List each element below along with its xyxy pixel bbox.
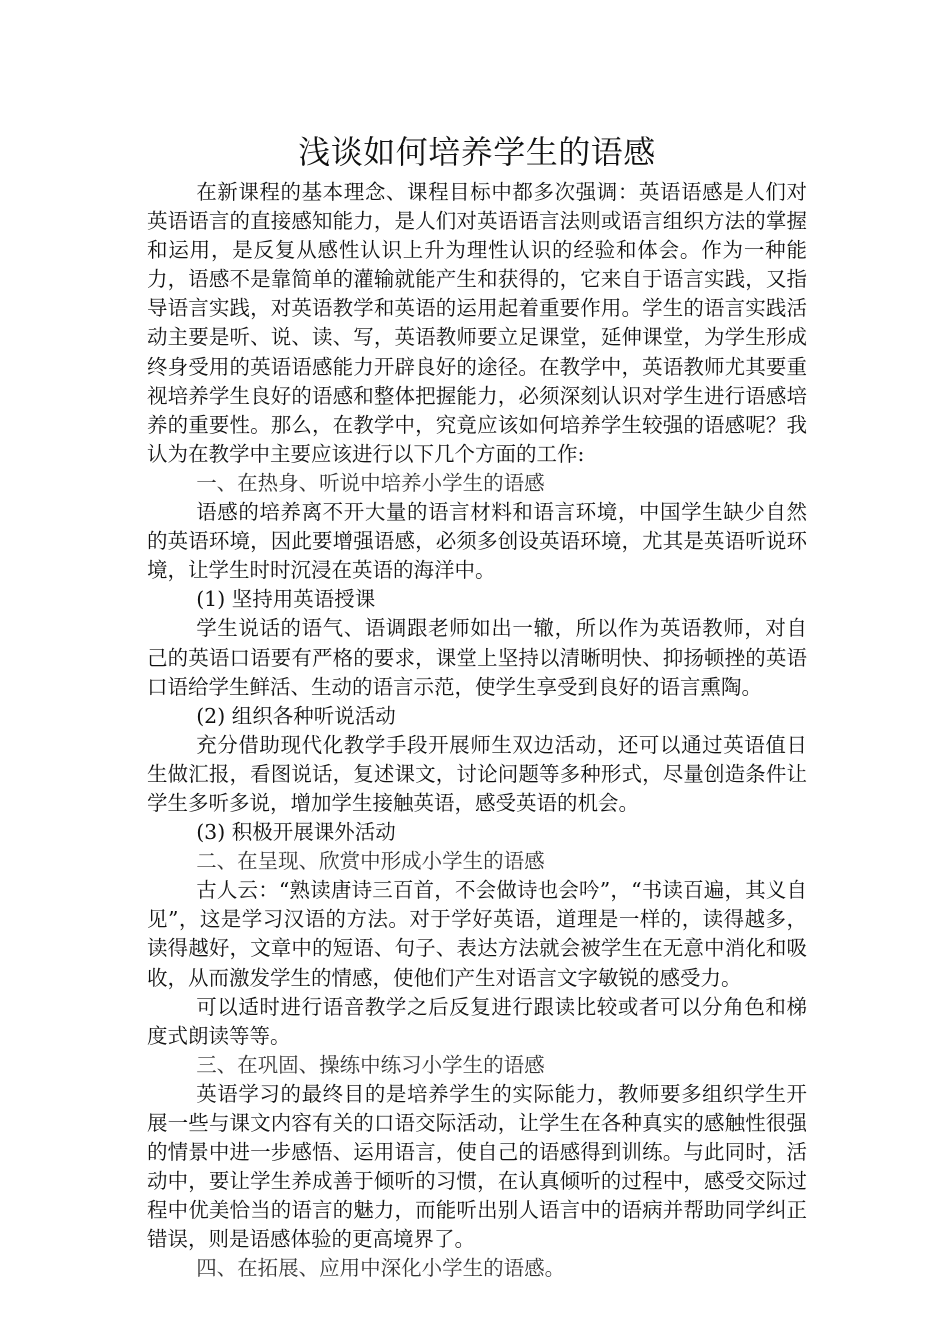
section-1-heading: 一、在热身、听说中培养小学生的语感: [196, 470, 545, 495]
intro-paragraph: 在新课程的基本理念、课程目标中都多次强调：英语语感是人们对英语语言的直接感知能力，是人们对英语语言法则或语言组织方法的掌握和运用，是反复从感性认识上升为理性认识的经验和体会。作为一种能力，语感不是靠简单的灌输就能产生和获得的，它来自于语言实践，又指导语言实践，对英语教学和英语的运用起着重要作用。学生的语言实践活动主要是听、说、读、写，英语教师要立足课堂，延伸课堂，为学生形成终身受用的英语语感能力开辟良好的途径。在教学中，英语教师尤其要重视培养学生良好的语感和整体把握能力，必须深刻认识对学生进行语感培养的重要性。那么，在教学中，究竟应该如何培养学生较强的语感呢？我认为在教学中主要应该进行以下几个方面的工作:: [147, 180, 807, 466]
section-1-subheading-1: (1) 坚持用英语授课: [196, 587, 376, 612]
section-3-heading: 三、在巩固、操练中练习小学生的语感: [196, 1052, 545, 1077]
section-1-subheading-3: (3) 积极开展课外活动: [196, 820, 396, 845]
section-2-heading: 二、在呈现、欣赏中形成小学生的语感: [196, 849, 545, 874]
document-page: [147, 126, 807, 1284]
section-1-sub-2-paragraph: 充分借助现代化教学手段开展师生双边活动，还可以通过英语值日生做汇报，看图说话，复述课文，讨论问题等多种形式，尽量创造条件让学生多听多说，增加学生接触英语，感受英语的机会。: [147, 732, 807, 815]
section-1-sub-1-paragraph: 学生说话的语气、语调跟老师如出一辙，所以作为英语教师，对自己的英语口语要有严格的要求，课堂上坚持以清晰明快、抑扬顿挫的英语口语给学生鲜活、生动的语言示范，使学生享受到良好的语言熏陶。: [147, 616, 807, 699]
section-1-subheading-2: (2) 组织各种听说活动: [196, 703, 396, 728]
section-3-paragraph: 英语学习的最终目的是培养学生的实际能力，教师要多组织学生开展一些与课文内容有关的口语交际活动，让学生在各种真实的感触性很强的情景中进一步感悟、运用语言，使自己的语感得到训练。与此同时，活动中，要让学生养成善于倾听的习惯，在认真倾听的过程中，感受交际过程中优美恰当的语言的魅力，而能听出别人语言中的语病并帮助同学纠正错误，则是语感体验的更高境界了。: [147, 1081, 807, 1252]
section-2-paragraph-2: 可以适时进行语音教学之后反复进行跟读比较或者可以分角色和梯度式朗读等等。: [147, 994, 807, 1048]
section-1-paragraph: 语感的培养离不开大量的语言材料和语言环境，中国学生缺少自然的英语环境，因此要增强语感，必须多创设英语环境，尤其是英语听说环境，让学生时时沉浸在英语的海洋中。: [147, 500, 807, 583]
document-title: 浅谈如何培养学生的语感: [298, 133, 656, 171]
section-2-paragraph-1: 古人云：“熟读唐诗三百首，不会做诗也会吟”，“书读百遍，其义自见”，这是学习汉语的方法。对于学好英语，道理是一样的，读得越多，读得越好，文章中的短语、句子、表达方法就会被学生在无意中消化和吸收，从而激发学生的情感，使他们产生对语言文字敏锐的感受力。: [147, 878, 807, 990]
section-4-heading: 四、在拓展、应用中深化小学生的语感。: [196, 1256, 566, 1281]
